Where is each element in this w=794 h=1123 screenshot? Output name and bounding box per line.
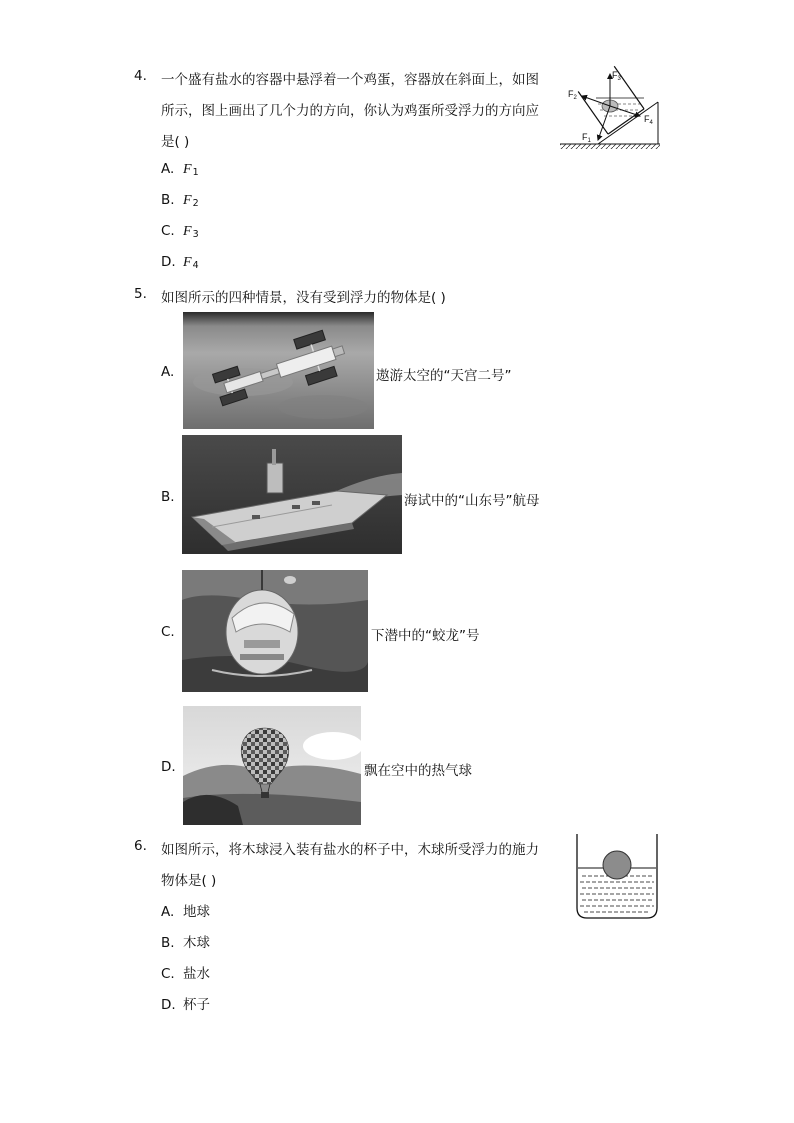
label-f3: $F_3$ xyxy=(612,70,621,82)
label-f4: $F_4$ xyxy=(644,114,653,126)
option-d[interactable]: D. xyxy=(161,759,176,775)
option-a[interactable] xyxy=(161,900,210,920)
option-a[interactable]: A. xyxy=(161,364,175,380)
force-subscript: 4 xyxy=(192,260,199,271)
option-b[interactable] xyxy=(161,192,199,209)
option-label: C. xyxy=(161,223,175,239)
option-text: 木球 xyxy=(183,935,210,951)
option-d[interactable] xyxy=(161,993,210,1013)
question-number: 5. xyxy=(134,286,147,302)
question-stem-line: 如图所示的四种情景，没有受到浮力的物体是( ) xyxy=(161,290,446,306)
question-number: 6. xyxy=(134,838,147,854)
question-stem-line: 一个盛有盐水的容器中悬浮着一个鸡蛋，容器放在斜面上，如图 xyxy=(161,72,539,88)
label-f2: $F_2$ xyxy=(568,89,577,101)
question-stem-line: 是( ) xyxy=(161,134,190,150)
option-b[interactable]: B. xyxy=(161,489,175,505)
force-symbol: F xyxy=(183,193,192,208)
option-c[interactable] xyxy=(161,223,199,240)
option-label: D. xyxy=(161,997,176,1013)
option-label: C. xyxy=(161,966,175,982)
option-c[interactable]: C. xyxy=(161,624,175,640)
force-symbol: F xyxy=(183,255,192,270)
option-text: 盐水 xyxy=(183,966,210,982)
cup-ball-diagram xyxy=(574,832,660,922)
option-label: B. xyxy=(161,192,175,208)
option-caption: 下潜中的“蛟龙”号 xyxy=(371,628,480,644)
question-number: 4. xyxy=(134,68,147,84)
option-b[interactable] xyxy=(161,931,210,951)
force-subscript: 1 xyxy=(192,167,199,178)
force-subscript: 2 xyxy=(192,198,199,209)
force-symbol: F xyxy=(183,224,192,239)
aircraft-carrier-image xyxy=(182,435,402,554)
option-text: 杯子 xyxy=(183,997,210,1013)
question-stem-line: 所示，图上画出了几个力的方向，你认为鸡蛋所受浮力的方向应 xyxy=(161,103,539,119)
option-caption: 遨游太空的“天宫二号” xyxy=(376,368,512,384)
option-label: D. xyxy=(161,254,176,270)
option-d[interactable] xyxy=(161,254,199,271)
hot-air-balloon-image xyxy=(183,706,361,825)
option-caption: 海试中的“山东号”航母 xyxy=(404,493,540,509)
force-subscript: 3 xyxy=(192,229,199,240)
space-station-image xyxy=(183,312,374,429)
question-stem-line: 如图所示，将木球浸入装有盐水的杯子中，木球所受浮力的施力 xyxy=(161,842,539,858)
option-c[interactable] xyxy=(161,962,210,982)
label-f1: $F_1$ xyxy=(582,132,591,144)
force-symbol: F xyxy=(183,162,192,177)
option-a[interactable] xyxy=(161,161,199,178)
option-label: A. xyxy=(161,904,175,920)
incline-force-diagram xyxy=(558,62,666,152)
option-text: 地球 xyxy=(183,904,210,920)
question-stem-line: 物体是( ) xyxy=(161,873,217,889)
option-caption: 飘在空中的热气球 xyxy=(364,763,472,779)
submersible-image xyxy=(182,570,368,692)
option-label: A. xyxy=(161,161,175,177)
option-label: B. xyxy=(161,935,175,951)
